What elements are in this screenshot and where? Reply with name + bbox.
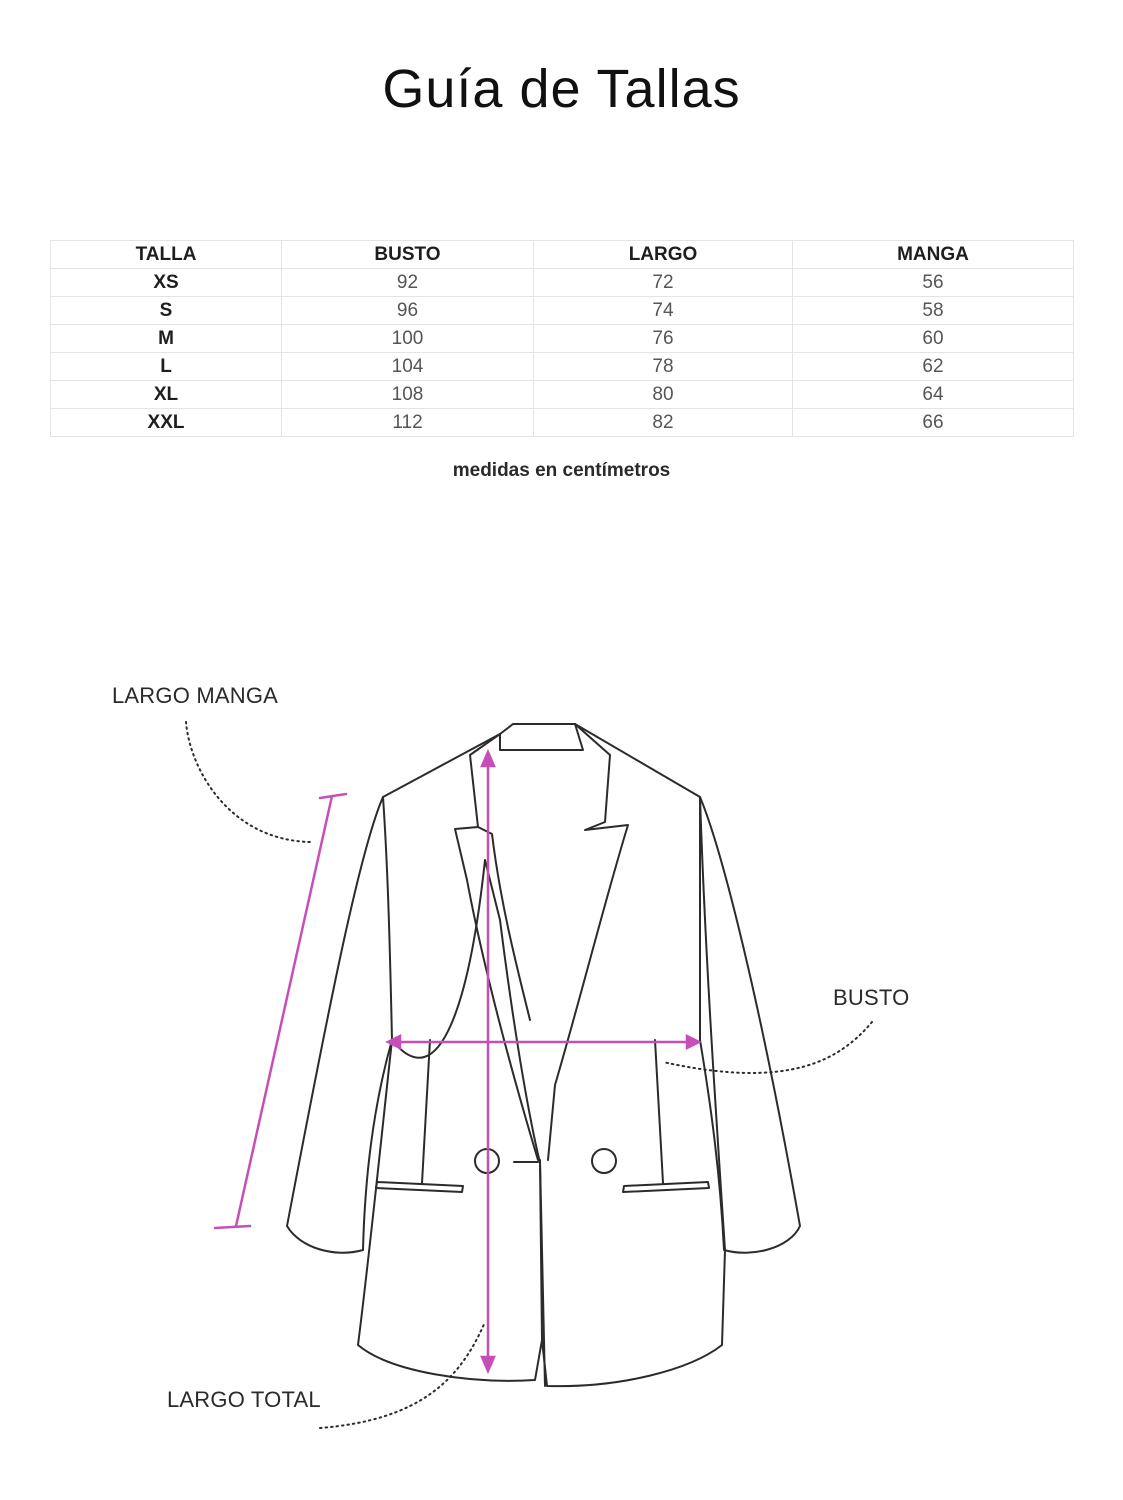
- header-largo: LARGO: [534, 241, 793, 269]
- size-cell: XL: [51, 381, 282, 409]
- header-busto: BUSTO: [282, 241, 534, 269]
- leader-bust: [663, 1022, 872, 1073]
- bust-arrow-right: [687, 1036, 699, 1048]
- page-title: Guía de Tallas: [382, 59, 741, 119]
- collar-back: [500, 724, 583, 750]
- pocket-right: [623, 1182, 709, 1192]
- sleeve-measure-cap-bottom: [215, 1226, 250, 1228]
- largo-cell: 76: [534, 325, 793, 353]
- manga-cell: 66: [793, 409, 1074, 437]
- manga-cell: 64: [793, 381, 1074, 409]
- label-largo-manga: LARGO MANGA: [112, 683, 279, 708]
- size-cell: M: [51, 325, 282, 353]
- largo-cell: 72: [534, 269, 793, 297]
- busto-cell: 100: [282, 325, 534, 353]
- largo-cell: 82: [534, 409, 793, 437]
- pocket-left: [376, 1182, 463, 1192]
- size-cell: S: [51, 297, 282, 325]
- sleeve-measure-line: [236, 796, 332, 1226]
- manga-cell: 58: [793, 297, 1074, 325]
- sleeve-measure-cap-top: [320, 794, 346, 798]
- dart-left: [422, 1040, 430, 1183]
- size-cell: XS: [51, 269, 282, 297]
- left-lapel-inner: [478, 827, 530, 1020]
- label-busto: BUSTO: [833, 985, 910, 1010]
- button-right: [592, 1149, 616, 1173]
- busto-cell: 112: [282, 409, 534, 437]
- manga-cell: 56: [793, 269, 1074, 297]
- busto-cell: 108: [282, 381, 534, 409]
- size-cell: XXL: [51, 409, 282, 437]
- largo-cell: 80: [534, 381, 793, 409]
- header-manga: MANGA: [793, 241, 1074, 269]
- right-sleeve-outline: [700, 797, 800, 1253]
- busto-cell: 104: [282, 353, 534, 381]
- busto-cell: 96: [282, 297, 534, 325]
- header-talla: TALLA: [51, 241, 282, 269]
- manga-cell: 60: [793, 325, 1074, 353]
- total-arrow-top: [482, 752, 494, 766]
- label-largo-total: LARGO TOTAL: [167, 1387, 321, 1412]
- right-lapel: [548, 724, 628, 1160]
- size-cell: L: [51, 353, 282, 381]
- dart-right: [655, 1040, 663, 1183]
- manga-cell: 62: [793, 353, 1074, 381]
- total-arrow-bottom: [482, 1357, 494, 1371]
- largo-cell: 74: [534, 297, 793, 325]
- largo-cell: 78: [534, 353, 793, 381]
- units-note: medidas en centímetros: [452, 460, 671, 481]
- leader-sleeve: [186, 722, 310, 842]
- body-left-outline: [358, 724, 725, 1386]
- leader-total: [320, 1322, 485, 1428]
- busto-cell: 92: [282, 269, 534, 297]
